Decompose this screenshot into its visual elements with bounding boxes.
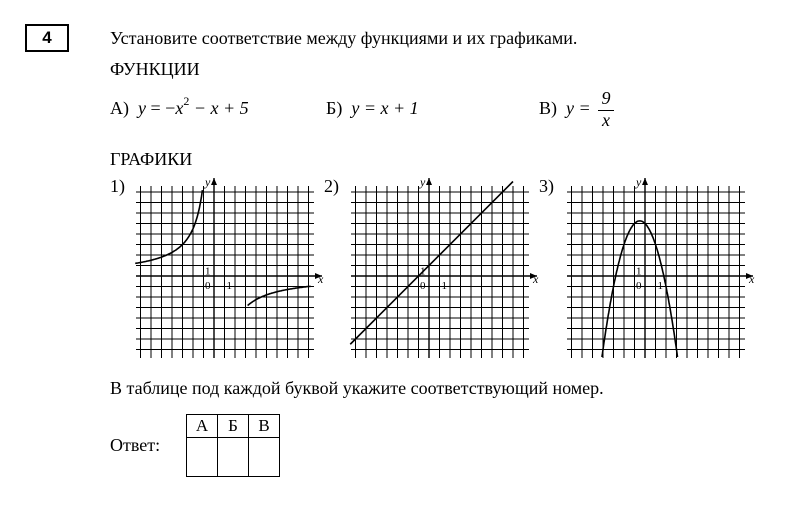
function-b-formula: y = x + 1 xyxy=(351,98,419,118)
grid-lines xyxy=(136,186,314,358)
unit-x-label: 1 xyxy=(657,280,663,292)
answer-cell-b[interactable] xyxy=(218,438,249,477)
function-c-lhs: y = xyxy=(566,98,591,118)
function-curve xyxy=(135,190,202,263)
answer-header-c: В xyxy=(249,415,280,438)
answer-table xyxy=(186,414,280,477)
unit-y-label: 1 xyxy=(420,265,426,278)
function-c-denominator: x xyxy=(602,110,610,130)
y-axis-arrow xyxy=(426,178,432,185)
function-a-lhs: y xyxy=(138,98,146,118)
function-a-power: 2 xyxy=(183,94,190,108)
task-number: 4 xyxy=(25,24,69,52)
x-axis-label: x xyxy=(318,272,324,286)
graph-3-label: 3) xyxy=(539,176,554,196)
graph-1 xyxy=(136,175,326,368)
graph-3 xyxy=(567,175,757,368)
grid-lines xyxy=(351,186,529,358)
task-instruction: Установите соответствие между функциями и их графиками. xyxy=(110,28,578,48)
unit-x-label: 1 xyxy=(226,280,232,292)
graph-1-label: 1) xyxy=(110,176,125,196)
y-axis-arrow xyxy=(642,178,648,185)
table-instruction: В таблице под каждой буквой укажите соответствующий номер. xyxy=(110,378,604,398)
function-a-letter: А) xyxy=(110,98,129,118)
function-c-letter: В) xyxy=(539,98,557,118)
y-axis-label: y xyxy=(420,175,426,189)
graph-2-label: 2) xyxy=(324,176,339,196)
y-axis-label: y xyxy=(205,175,211,189)
functions-heading: ФУНКЦИИ xyxy=(110,59,200,79)
function-a-eq: = − xyxy=(146,98,176,118)
y-axis-arrow xyxy=(211,178,217,185)
graphs-heading: ГРАФИКИ xyxy=(110,149,193,169)
function-b xyxy=(326,98,419,119)
origin-label: 0 xyxy=(636,280,642,292)
origin-label: 0 xyxy=(420,280,426,292)
function-curve xyxy=(350,182,513,345)
y-axis-label: y xyxy=(636,175,642,189)
x-axis-label: x xyxy=(533,272,539,286)
graph-2 xyxy=(351,175,541,368)
function-a-rest: − x + 5 xyxy=(189,98,249,118)
origin-label: 0 xyxy=(205,280,211,292)
x-axis-label: x xyxy=(749,272,755,286)
function-curve xyxy=(248,286,311,305)
answer-header-a: А xyxy=(187,415,218,438)
function-b-letter: Б) xyxy=(326,98,343,118)
grid-lines xyxy=(567,186,745,358)
unit-y-label: 1 xyxy=(205,265,211,278)
answer-header-b: Б xyxy=(218,415,249,438)
function-c xyxy=(539,98,591,119)
function-a xyxy=(110,94,249,119)
answer-label: Ответ: xyxy=(110,435,161,455)
answer-cell-a[interactable] xyxy=(187,438,218,477)
answer-cell-c[interactable] xyxy=(249,438,280,477)
function-a-x: x xyxy=(175,98,184,118)
function-c-numerator: 9 xyxy=(601,88,611,108)
unit-x-label: 1 xyxy=(441,280,447,292)
unit-y-label: 1 xyxy=(636,265,642,278)
